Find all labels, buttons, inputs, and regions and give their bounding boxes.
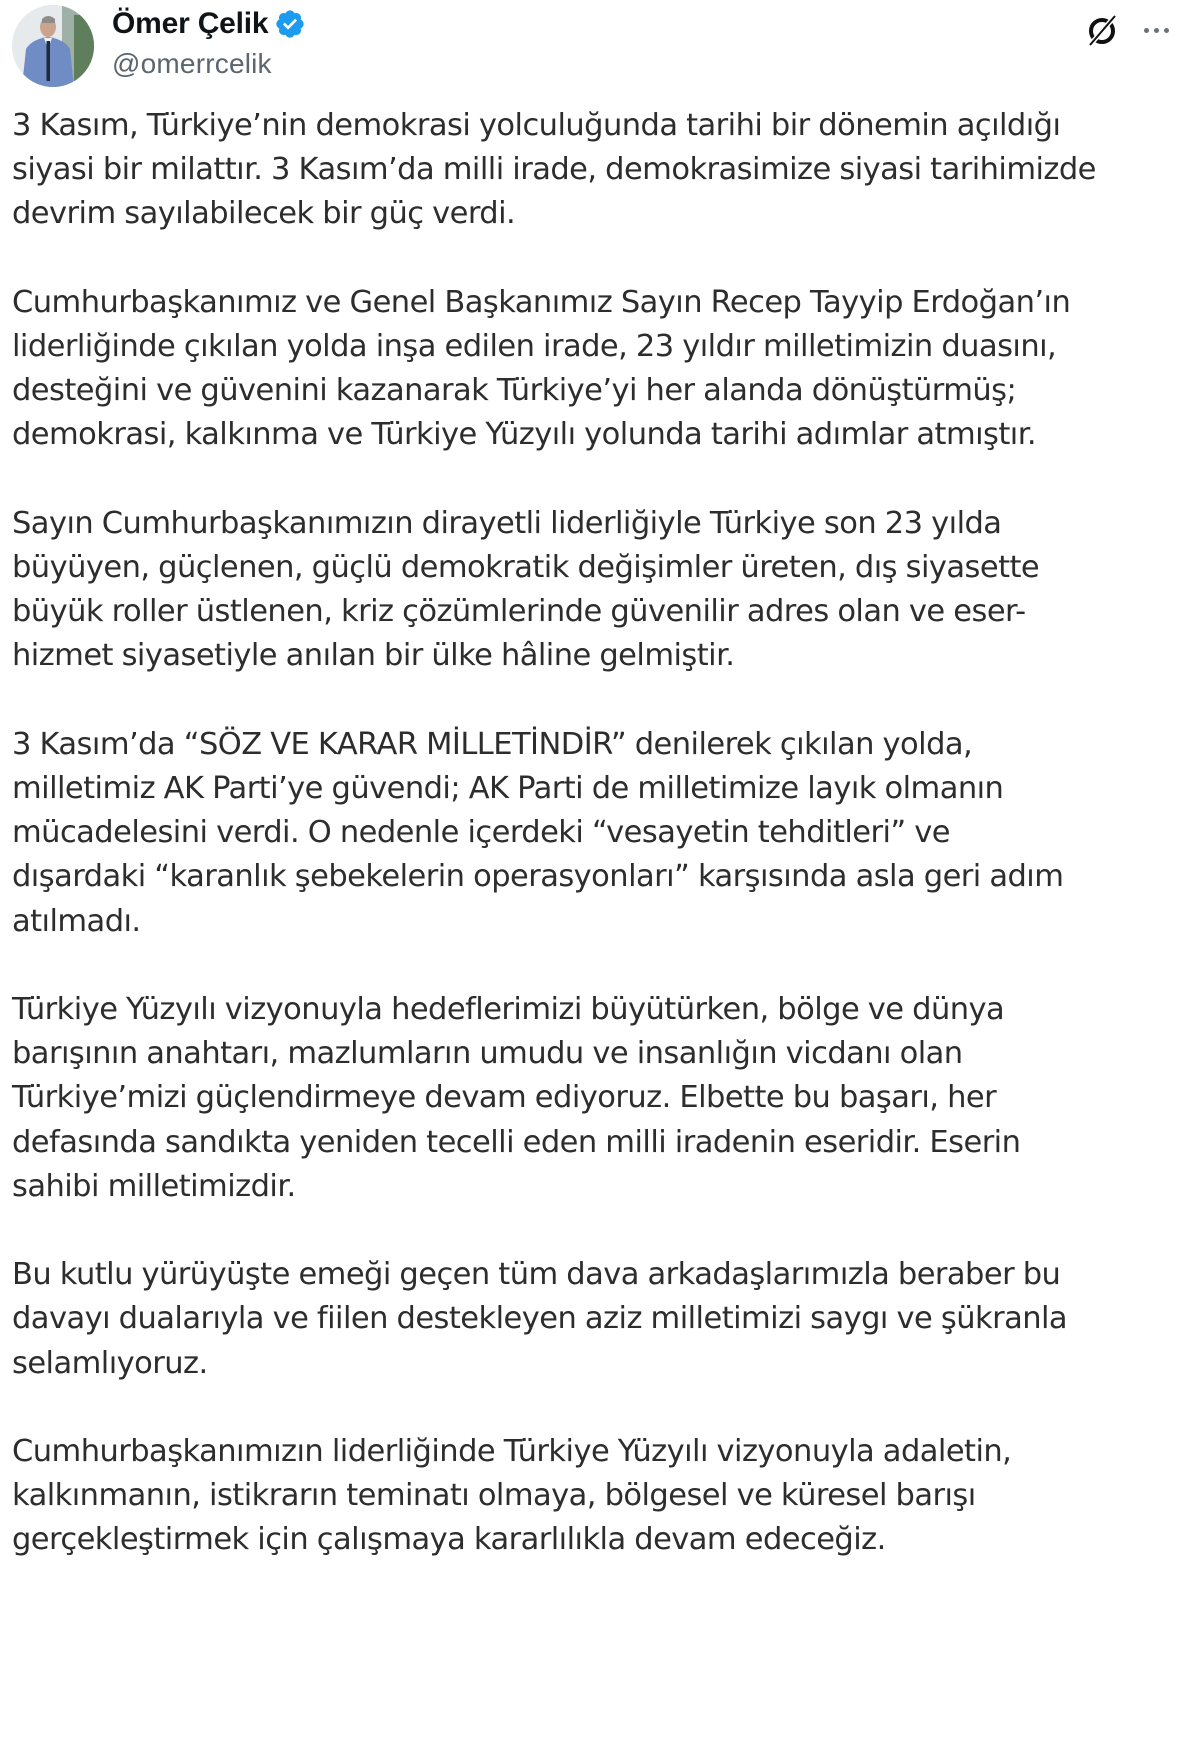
text-line: barışının anahtarı, mazlumların umudu ve insanlığın vicdanı olan [12, 1036, 963, 1072]
verified-badge-icon [274, 8, 306, 40]
grok-icon[interactable] [1082, 10, 1122, 50]
paragraph-4 [12, 723, 1192, 944]
text-line: gerçekleştirmek için çalışmaya kararlılıkla devam edeceğiz. [12, 1522, 886, 1558]
user-handle[interactable]: @omerrcelik [112, 48, 272, 79]
text-line: siyasi bir milattır. 3 Kasım’da milli irade, demokrasimize siyasi tarihimizde [12, 152, 1096, 188]
text-line: liderliğinde çıkılan yolda inşa edilen irade, 23 yıldır milletimizin duasını, [12, 329, 1057, 364]
text-line: devrim sayılabilecek bir güç verdi. [12, 196, 516, 232]
text-line: Türkiye Yüzyılı vizyonuyla hedeflerimizi büyütürken, bölge ve dünya [12, 992, 1005, 1027]
text-line: desteğini ve güvenini kazanarak Türkiye’yi her alanda dönüştürmüş; [12, 373, 1017, 409]
text-line: defasında sandıkta yeniden tecelli eden milli iradenin eseridir. Eserin [12, 1124, 1021, 1160]
paragraph-6 [12, 1253, 1192, 1386]
paragraph-7 [12, 1430, 1192, 1563]
dot [1164, 28, 1169, 33]
text-line: 3 Kasım, Türkiye’nin demokrasi yolculuğunda tarihi bir dönemin açıldığı [12, 108, 1061, 143]
paragraph-1 [12, 104, 1192, 237]
dot [1154, 28, 1159, 33]
paragraph-5 [12, 988, 1192, 1209]
text-line: sahibi milletimizdir. [12, 1168, 296, 1204]
paragraph-3 [12, 502, 1192, 679]
avatar-photo [12, 5, 94, 87]
text-line: mücadelesini verdi. O nedenle içerdeki “vesayetin tehditleri” ve [12, 815, 951, 851]
text-line: 3 Kasım’da “SÖZ VE KARAR MİLLETİNDİR” denilerek çıkılan yolda, [12, 726, 973, 762]
text-line: milletimiz AK Parti’ye güvendi; AK Parti de milletimize layık olmanın [12, 771, 1004, 806]
text-line: Bu kutlu yürüyüşte emeği geçen tüm dava arkadaşlarımızla beraber bu [12, 1257, 1061, 1293]
dot [1144, 28, 1149, 33]
text-line: hizmet siyasetiyle anılan bir ülke hâline gelmiştir. [12, 638, 735, 674]
text-line: büyüyen, güçlenen, güçlü demokratik değişimler üreten, dış siyasette [12, 550, 1040, 585]
text-line: Cumhurbaşkanımız ve Genel Başkanımız Sayın Recep Tayyip Erdoğan’ın [12, 284, 1071, 320]
text-line: dışardaki “karanlık şebekelerin operasyonları” karşısında asla geri adım [12, 859, 1064, 895]
text-line: Türkiye’mizi güçlendirmeye devam ediyoruz. Elbette bu başarı, her [12, 1080, 997, 1116]
text-line: selamlıyoruz. [12, 1345, 208, 1381]
avatar[interactable] [12, 5, 94, 87]
text-line: kalkınmanın, istikrarın teminatı olmaya, bölgesel ve küresel barışı [12, 1478, 976, 1514]
display-name-row [112, 4, 306, 44]
text-line: büyük roller üstlenen, kriz çözümlerinde güvenilir adres olan ve eser- [12, 594, 1026, 630]
author-info [112, 4, 306, 80]
tweet-actions [1082, 10, 1176, 50]
text-line: atılmadı. [12, 903, 141, 939]
paragraph-2 [12, 281, 1192, 458]
more-options-icon[interactable] [1136, 10, 1176, 50]
text-line: davayı dualarıyla ve fiilen destekleyen aziz milletimizi saygı ve şükranla [12, 1301, 1068, 1337]
text-line: demokrasi, kalkınma ve Türkiye Yüzyılı yolunda tarihi adımlar atmıştır. [12, 417, 1037, 453]
tweet-header [0, 0, 1200, 96]
text-line: Sayın Cumhurbaşkanımızın dirayetli liderliğiyle Türkiye son 23 yılda [12, 505, 1002, 541]
text-line: Cumhurbaşkanımızın liderliğinde Türkiye Yüzyılı vizyonuyla adaletin, [12, 1434, 1012, 1469]
display-name[interactable]: Ömer Çelik [112, 7, 269, 40]
tweet-text [12, 104, 1192, 1563]
